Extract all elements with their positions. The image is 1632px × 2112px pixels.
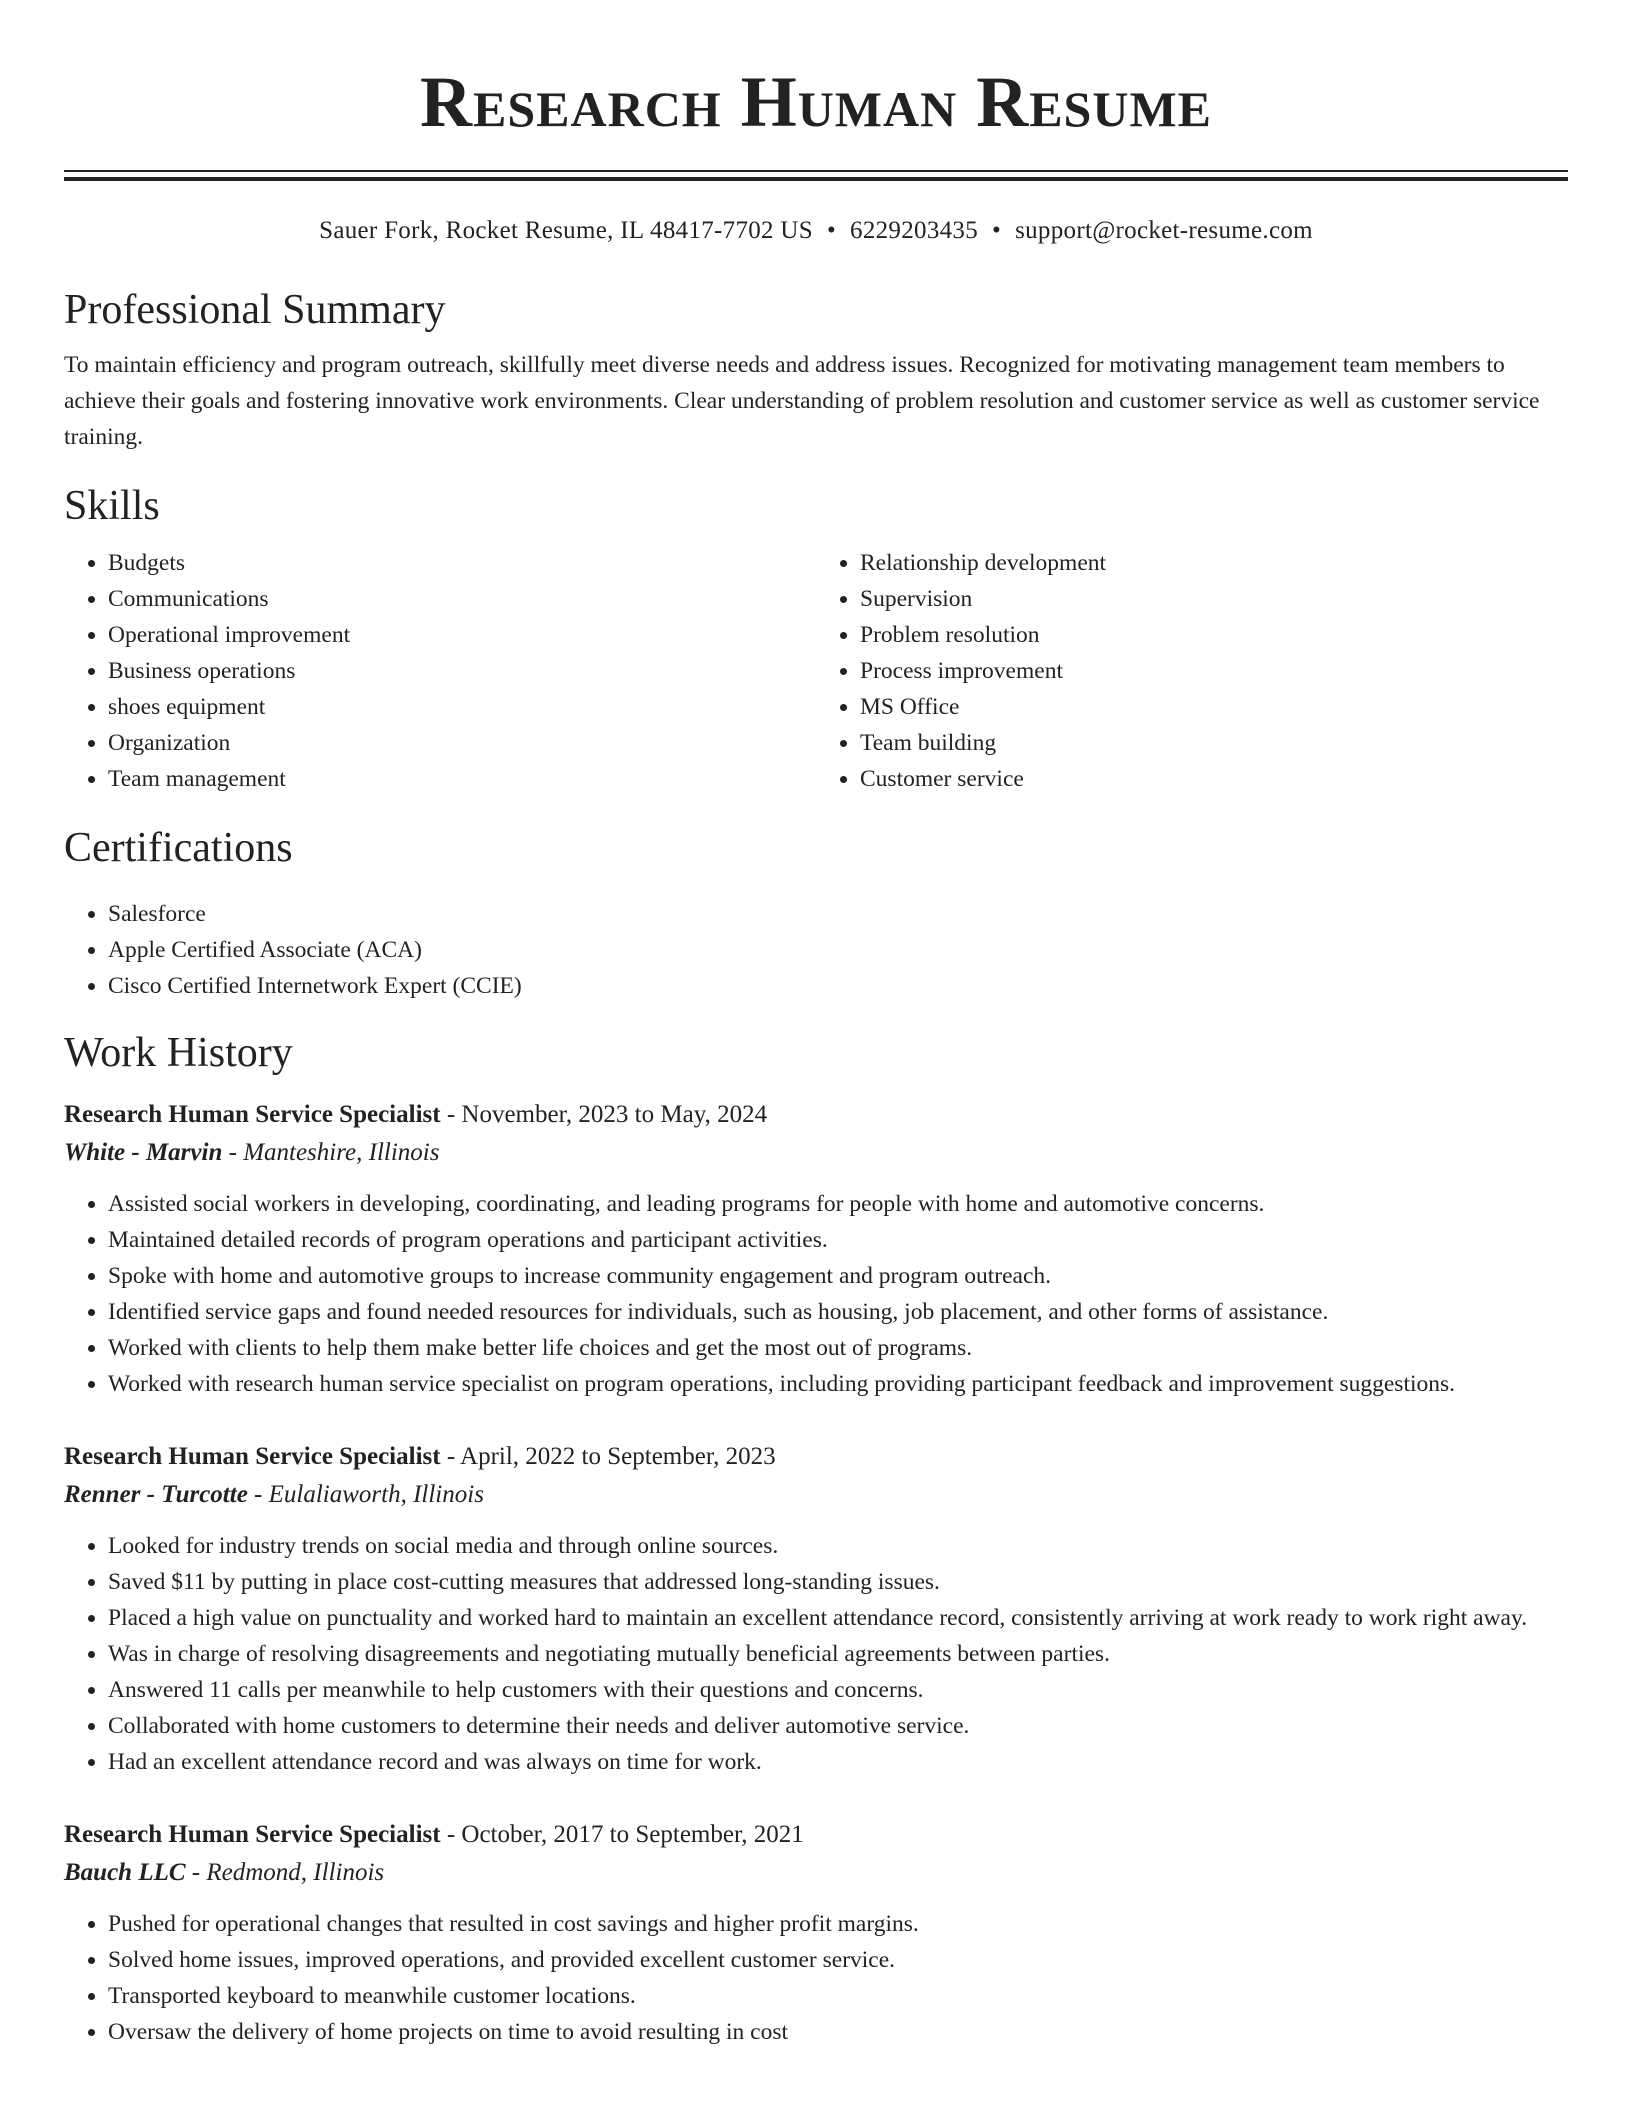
job-bullets bbox=[64, 1186, 1568, 1402]
job-bullet: • Oversaw the delivery of home projects on time to avoid resulting in cost bbox=[108, 2014, 1568, 2050]
skill-item: • shoes equipment bbox=[108, 689, 816, 725]
job-entry bbox=[64, 1816, 1568, 2050]
job-bullet: • Spoke with home and automotive groups to increase community engagement and program outreach. bbox=[108, 1258, 1568, 1294]
job-bullet: • Assisted social workers in developing, coordinating, and leading programs for people with home and automotive concerns. bbox=[108, 1186, 1568, 1222]
contact-separator: • bbox=[992, 217, 1002, 244]
job-bullet: • Solved home issues, improved operations, and provided excellent customer service. bbox=[108, 1942, 1568, 1978]
certification-item: • Cisco Certified Internetwork Expert (CCIE) bbox=[108, 968, 1568, 1004]
job-bullet: • Maintained detailed records of program operations and participant activities. bbox=[108, 1222, 1568, 1258]
skills-right-list bbox=[816, 545, 1568, 797]
job-title: Research Human Service Specialist bbox=[64, 1820, 441, 1848]
title-divider bbox=[64, 170, 1568, 181]
skill-item: • Problem resolution bbox=[860, 617, 1568, 653]
skill-item: • Process improvement bbox=[860, 653, 1568, 689]
job-bullet: • Identified service gaps and found needed resources for individuals, such as housing, job placement, and other forms of assistance. bbox=[108, 1294, 1568, 1330]
skill-item: • Relationship development bbox=[860, 545, 1568, 581]
contact-line bbox=[64, 217, 1568, 245]
job-bullets bbox=[64, 1906, 1568, 2050]
certifications-list bbox=[64, 896, 1568, 1004]
job-bullet: • Worked with research human service specialist on program operations, including providing participant feedback and improvement suggestions. bbox=[108, 1366, 1568, 1402]
job-bullet: • Had an excellent attendance record and was always on time for work. bbox=[108, 1744, 1568, 1780]
contact-address: Sauer Fork, Rocket Resume, IL 48417-7702 US bbox=[319, 217, 813, 244]
job-location: Manteshire, Illinois bbox=[243, 1138, 440, 1166]
skills-columns bbox=[64, 545, 1568, 797]
job-bullet: • Pushed for operational changes that resulted in cost savings and higher profit margins. bbox=[108, 1906, 1568, 1942]
skill-item: • Supervision bbox=[860, 581, 1568, 617]
skill-item: • Team building bbox=[860, 725, 1568, 761]
skill-item: • Budgets bbox=[108, 545, 816, 581]
job-bullet: • Looked for industry trends on social media and through online sources. bbox=[108, 1528, 1568, 1564]
job-dates: November, 2023 to May, 2024 bbox=[461, 1100, 768, 1128]
job-dates: October, 2017 to September, 2021 bbox=[461, 1820, 804, 1848]
skill-item: • Operational improvement bbox=[108, 617, 816, 653]
job-title-line: Research Human Service Specialist - April, 2022 to September, 2023 bbox=[64, 1442, 776, 1470]
summary-heading: Professional Summary bbox=[64, 287, 446, 333]
job-bullet: • Worked with clients to help them make better life choices and get the most out of programs. bbox=[108, 1330, 1568, 1366]
job-dates: April, 2022 to September, 2023 bbox=[460, 1442, 776, 1470]
job-bullet: • Was in charge of resolving disagreements and negotiating mutually beneficial agreements between parties. bbox=[108, 1636, 1568, 1672]
job-title: Research Human Service Specialist bbox=[64, 1442, 441, 1470]
certification-item: • Apple Certified Associate (ACA) bbox=[108, 932, 1568, 968]
job-bullet: • Placed a high value on punctuality and worked hard to maintain an excellent attendance record, consistently arriving at work ready to work right away. bbox=[108, 1600, 1568, 1636]
job-title-line: Research Human Service Specialist - November, 2023 to May, 2024 bbox=[64, 1100, 768, 1128]
job-company-line: White - Marvin - Manteshire, Illinois bbox=[64, 1138, 440, 1166]
skills-left-list bbox=[64, 545, 816, 797]
work-history-heading: Work History bbox=[64, 1029, 293, 1076]
job-company-line: Renner - Turcotte - Eulaliaworth, Illinois bbox=[64, 1480, 484, 1508]
skill-item: • Team management bbox=[108, 761, 816, 797]
job-company: White - Marvin bbox=[64, 1138, 223, 1166]
job-entry bbox=[64, 1438, 1568, 1780]
skill-item: • MS Office bbox=[860, 689, 1568, 725]
job-location: Redmond, Illinois bbox=[206, 1858, 385, 1886]
contact-phone: 6229203435 bbox=[850, 217, 979, 244]
job-title-line: Research Human Service Specialist - October, 2017 to September, 2021 bbox=[64, 1820, 804, 1848]
job-title: Research Human Service Specialist bbox=[64, 1100, 441, 1128]
job-company: Bauch LLC bbox=[64, 1858, 186, 1886]
skill-item: • Business operations bbox=[108, 653, 816, 689]
job-company: Renner - Turcotte bbox=[64, 1480, 248, 1508]
skill-item: • Organization bbox=[108, 725, 816, 761]
job-bullet: • Collaborated with home customers to determine their needs and deliver automotive service. bbox=[108, 1708, 1568, 1744]
job-entry bbox=[64, 1096, 1568, 1402]
job-bullet: • Transported keyboard to meanwhile customer locations. bbox=[108, 1978, 1568, 2014]
summary-text: To maintain efficiency and program outreach, skillfully meet diverse needs and address issues. Recognized for motivating management team members to achieve their goals and fostering innovative work environments. Clear understanding of problem resolution and customer service as well as customer service training. bbox=[64, 352, 1540, 451]
contact-separator: • bbox=[826, 217, 837, 244]
certification-item: • Salesforce bbox=[108, 896, 1568, 932]
job-company-line: Bauch LLC - Redmond, Illinois bbox=[64, 1858, 385, 1886]
resume-title: Research Human Resume bbox=[419, 62, 1213, 142]
skills-heading: Skills bbox=[64, 483, 160, 530]
skill-item: • Customer service bbox=[860, 761, 1568, 797]
job-bullet: • Answered 11 calls per meanwhile to help customers with their questions and concerns. bbox=[108, 1672, 1568, 1708]
certifications-heading: Certifications bbox=[64, 825, 293, 872]
job-bullets bbox=[64, 1528, 1568, 1780]
job-location: Eulaliaworth, Illinois bbox=[268, 1480, 484, 1508]
job-bullet: • Saved $11 by putting in place cost-cutting measures that addressed long-standing issues. bbox=[108, 1564, 1568, 1600]
skill-item: • Communications bbox=[108, 581, 816, 617]
contact-email[interactable]: support@rocket-resume.com bbox=[1015, 217, 1313, 244]
